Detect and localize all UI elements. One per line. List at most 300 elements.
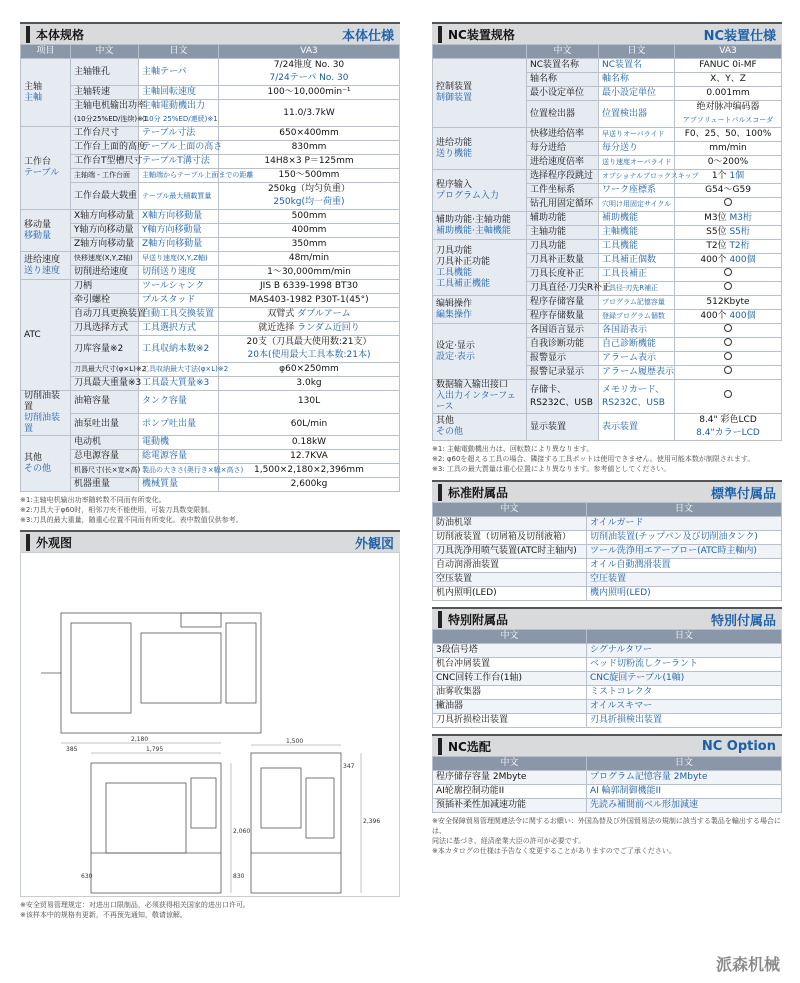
note-line: ※3: 工具の最大質量は重心位置により異なります。参考値としてください。 bbox=[432, 465, 671, 473]
item-cn: 刀具洗净用喷气装置(ATC时主轴内) bbox=[433, 545, 587, 559]
item-jp: ベッド切粉流しクーラント bbox=[587, 658, 782, 672]
jp-text: 電動機 bbox=[142, 437, 170, 447]
table-row bbox=[21, 436, 400, 450]
group-jp: 制御装置 bbox=[436, 93, 473, 103]
table-row bbox=[21, 336, 400, 363]
note-line: ※1: 主軸電動機出力は、回転数により異なります。 bbox=[432, 445, 594, 453]
group-cn: 设定·显示 bbox=[436, 340, 475, 351]
jp-text: 工具収納本数※2 bbox=[142, 343, 210, 354]
group-jp: 補助機能·主軸機能 bbox=[436, 225, 511, 236]
table-row bbox=[21, 238, 400, 252]
jp-text: 総電源容量 bbox=[142, 451, 188, 461]
cn-text: 轴名称 bbox=[530, 74, 558, 84]
opt-col-jp: 日文 bbox=[587, 757, 782, 771]
cell-cn bbox=[71, 336, 139, 363]
cell-jp bbox=[139, 183, 219, 210]
item-jp: AI 輪郭制御機能II bbox=[587, 785, 782, 799]
cell-jp bbox=[599, 212, 675, 226]
value-text: M3位 bbox=[704, 213, 727, 223]
table-row bbox=[21, 59, 400, 86]
jp-text: ワーク座標系 bbox=[602, 185, 657, 195]
list-item bbox=[433, 573, 782, 587]
jp-text: 自己診断機能 bbox=[602, 339, 657, 349]
cn-text: X轴方向移动量 bbox=[74, 211, 135, 221]
dim-base: 630 bbox=[81, 873, 93, 880]
cell-value bbox=[675, 324, 782, 338]
cell-jp bbox=[139, 436, 219, 450]
cell-value bbox=[675, 240, 782, 254]
item-jp: オイルガード bbox=[587, 517, 782, 531]
cell-jp bbox=[599, 59, 675, 73]
jp-text: 位置検出器 bbox=[602, 108, 648, 119]
value-text: 11.0/3.7kW bbox=[283, 107, 335, 118]
value-text: 100～10,000min⁻¹ bbox=[267, 87, 351, 97]
cell-jp bbox=[599, 338, 675, 352]
cn-text: 辅助功能 bbox=[530, 213, 567, 223]
item-cn: 机内照明(LED) bbox=[433, 587, 587, 601]
value-text2: M3桁 bbox=[729, 213, 752, 223]
jp-text: オプショナルブロックスキップ bbox=[602, 172, 699, 180]
special-acc-table bbox=[432, 629, 782, 728]
note-line: ※该样本中的规格有更新，不再预先通知，敬请谅解。 bbox=[20, 911, 187, 919]
cell-value bbox=[219, 266, 400, 280]
jp-text: テーブル最大積載質量 bbox=[142, 191, 212, 200]
item-cn: 程序储存容量 2Mbyte bbox=[433, 771, 587, 785]
cell-jp bbox=[139, 363, 229, 377]
note-line: ※安全保障貿易管理関連法令に関するお願い：外国為替及び外国貿易法の規制に該当する製品を輸出する場合には、 bbox=[432, 817, 781, 835]
cn-text: 最小设定单位 bbox=[530, 88, 585, 98]
cell-jp bbox=[139, 86, 219, 100]
jp-text: 主軸機能 bbox=[602, 227, 639, 237]
cell-cn bbox=[527, 101, 599, 128]
cell-jp bbox=[599, 352, 675, 366]
value-text: 0.18kW bbox=[291, 437, 327, 447]
spec-col-cn: 中文 bbox=[433, 630, 587, 644]
group-jp: その他 bbox=[436, 427, 464, 437]
value-text2: ダブルアーム bbox=[297, 309, 351, 319]
cell-value bbox=[219, 238, 400, 252]
cell-cn bbox=[71, 266, 139, 280]
item-cn: CNC回转工作台(1轴) bbox=[433, 672, 587, 686]
cell-value bbox=[219, 155, 400, 169]
machine-outline-drawing bbox=[21, 553, 399, 896]
cell-jp bbox=[139, 336, 219, 363]
cell-cn bbox=[71, 377, 142, 391]
note-line: ※2:刀具大于φ60时，相邻刀夹不能使用，可装刀具数变限制。 bbox=[20, 506, 215, 514]
cell-value bbox=[219, 336, 400, 363]
cn-text: 工作台尺寸 bbox=[74, 128, 120, 138]
item-jp: ミストコレクタ bbox=[587, 686, 782, 700]
cell-cn bbox=[71, 210, 139, 224]
value-text: X、Y、Z bbox=[710, 74, 746, 84]
cell-jp bbox=[599, 73, 675, 87]
cell-cn bbox=[71, 363, 147, 377]
cell-cn bbox=[71, 86, 139, 100]
jp-text: 主軸端からテーブル上面までの距離 bbox=[142, 171, 254, 179]
table-row bbox=[21, 141, 400, 155]
cell-cn bbox=[527, 198, 599, 212]
nc-option-header bbox=[432, 734, 782, 756]
cn-text: Y轴方向移动量 bbox=[74, 225, 134, 235]
cn-text: 机器重量 bbox=[74, 479, 111, 489]
dim-width: 2,180 bbox=[131, 736, 149, 743]
table-row bbox=[433, 240, 782, 254]
cell-value bbox=[675, 184, 782, 198]
jp-text: 機械質量 bbox=[142, 479, 179, 489]
table-row bbox=[21, 308, 400, 322]
group-label bbox=[21, 252, 71, 280]
cell-jp bbox=[139, 59, 219, 86]
cell-jp bbox=[599, 380, 675, 414]
cell-cn bbox=[527, 59, 599, 73]
cell-value bbox=[675, 87, 782, 101]
cell-cn bbox=[527, 226, 599, 240]
jp-text: 工具補正個数 bbox=[602, 255, 657, 265]
item-jp: オイル自動潤滑装置 bbox=[587, 559, 782, 573]
cn-text: 刀具选择方式 bbox=[74, 323, 129, 333]
cell-jp bbox=[599, 310, 675, 324]
group-label bbox=[433, 170, 527, 212]
cn-text: 总电源容量 bbox=[74, 451, 120, 461]
cell-cn bbox=[71, 478, 139, 492]
jp-text: 軸名称 bbox=[602, 74, 630, 84]
cell-cn bbox=[527, 366, 599, 380]
cell-cn bbox=[527, 338, 599, 352]
value-text2: 20本(使用最大工具本数:21本) bbox=[247, 350, 371, 360]
cell-jp bbox=[139, 210, 219, 224]
group-jp: 送り機能 bbox=[436, 148, 473, 159]
cell-jp bbox=[139, 391, 219, 414]
nc-spec-table bbox=[432, 44, 782, 441]
value-text2: 7/24テーパ No. 30 bbox=[269, 73, 349, 83]
value-text: T2位 bbox=[706, 241, 727, 251]
jp-text: プルスタッド bbox=[142, 295, 196, 305]
nc-spec-notes bbox=[432, 444, 782, 474]
circle-mark-icon bbox=[724, 282, 732, 290]
cn-text: Z轴方向移动量 bbox=[74, 239, 135, 249]
table-row bbox=[433, 212, 782, 226]
special-acc-title-jp: 特別付属品 bbox=[710, 613, 776, 629]
jp-text: ツールシャンク bbox=[142, 281, 205, 291]
list-item bbox=[433, 545, 782, 559]
cell-value bbox=[219, 100, 400, 127]
cell-jp bbox=[139, 169, 254, 183]
group-cn: 数据输入输出接口 bbox=[436, 380, 509, 390]
jp-text: 各国語表示 bbox=[602, 325, 648, 335]
list-item bbox=[433, 517, 782, 531]
table-row bbox=[21, 280, 400, 294]
cell-cn bbox=[527, 170, 599, 184]
group-cn: 其他 bbox=[436, 416, 455, 426]
table-row bbox=[21, 377, 400, 391]
dim-top: 347 bbox=[343, 763, 355, 770]
std-acc-table bbox=[432, 502, 782, 601]
group-label bbox=[21, 59, 71, 127]
cn-text: 主轴端 - 工作台面 bbox=[74, 171, 130, 179]
cell-value bbox=[675, 198, 782, 212]
cn-text: 报警显示 bbox=[530, 353, 567, 363]
value-text: φ60×250mm bbox=[279, 364, 339, 374]
list-item bbox=[433, 672, 782, 686]
nc-option-title-cn: NC选配 bbox=[438, 738, 491, 755]
group-cn: 进给速度 bbox=[24, 254, 61, 265]
group-cn2: 刀具补正功能 bbox=[436, 256, 491, 267]
value-text: 830mm bbox=[291, 142, 327, 152]
cn-text: 存储卡、 bbox=[530, 384, 567, 395]
cell-value bbox=[675, 268, 782, 282]
cell-cn bbox=[71, 450, 139, 464]
item-jp: 先読み補間前ベル形加減速 bbox=[587, 799, 782, 813]
value-text: mm/min bbox=[709, 143, 747, 153]
item-cn: AI轮廓控制功能II bbox=[433, 785, 587, 799]
cell-cn bbox=[527, 87, 599, 101]
value-text: 0～200% bbox=[707, 157, 749, 167]
group-cn: 切削油装置 bbox=[24, 391, 61, 412]
std-acc-header bbox=[432, 480, 782, 502]
right-column bbox=[432, 22, 782, 856]
jp-text: 早送りオーバライド bbox=[602, 130, 665, 138]
value-text: 12.7KVA bbox=[290, 451, 328, 461]
jp-text: プログラム記憶容量 bbox=[602, 298, 665, 306]
cell-jp bbox=[599, 226, 675, 240]
value-text2: 1個 bbox=[729, 171, 745, 181]
group-label bbox=[433, 128, 527, 170]
cn-text: 牵引螺栓 bbox=[74, 295, 111, 305]
cell-cn bbox=[527, 156, 599, 170]
dim-height: 2,396 bbox=[363, 818, 381, 825]
cn-text: 工件坐标系 bbox=[530, 185, 576, 195]
cell-value bbox=[675, 212, 782, 226]
value-text: MAS403-1982 P30T-1(45°) bbox=[249, 295, 369, 305]
cell-jp bbox=[139, 413, 219, 436]
value-text: 130L bbox=[297, 396, 321, 407]
item-jp: 機内照明(LED) bbox=[587, 587, 782, 601]
cell-cn bbox=[527, 128, 599, 142]
cell-value bbox=[675, 226, 782, 240]
cn-text: 位置检出器 bbox=[530, 108, 576, 119]
cn-text2: RS232C、USB bbox=[530, 397, 593, 408]
cell-value bbox=[675, 59, 782, 73]
group-label bbox=[21, 436, 71, 492]
list-item bbox=[433, 771, 782, 785]
jp-text: アラーム履歴表示 bbox=[602, 367, 675, 377]
jp-text: X軸方向移動量 bbox=[142, 211, 203, 221]
cell-cn bbox=[71, 294, 139, 308]
main-spec-title-cn: 本体规格 bbox=[26, 26, 84, 43]
value-text: JIS B 6339-1998 BT30 bbox=[260, 281, 358, 291]
table-row bbox=[433, 59, 782, 73]
cn-text: 自动刀具更换装置 bbox=[74, 309, 147, 319]
cell-cn bbox=[527, 352, 599, 366]
value-text2: S5桁 bbox=[729, 227, 750, 237]
group-jp: 移動量 bbox=[24, 230, 52, 241]
std-acc-title-cn: 标准附属品 bbox=[438, 484, 508, 501]
group-jp: その他 bbox=[24, 463, 52, 474]
table-row bbox=[21, 252, 400, 266]
table-row bbox=[21, 450, 400, 464]
cell-jp bbox=[599, 414, 675, 441]
list-item bbox=[433, 686, 782, 700]
circle-mark-icon bbox=[724, 366, 732, 374]
cn-text: 刀具最大尺寸(φ×L)※2 bbox=[74, 365, 147, 373]
value-text: 2,600kg bbox=[290, 479, 328, 489]
cell-jp bbox=[139, 464, 244, 478]
group-label bbox=[433, 324, 527, 380]
jp-text: 工具径·刃先R補正 bbox=[602, 284, 659, 292]
cell-cn bbox=[527, 310, 599, 324]
dim-height2: 2,060 bbox=[233, 828, 251, 835]
jp-text: Z軸方向移動量 bbox=[142, 239, 203, 249]
cell-value bbox=[219, 391, 400, 414]
value-text: 400mm bbox=[291, 225, 327, 235]
jp-text2: (10分 25%ED/連続)※1 bbox=[142, 115, 218, 123]
nc-spec-title-jp: NC装置仕様 bbox=[703, 28, 776, 44]
special-acc-header bbox=[432, 607, 782, 629]
value-text2: アブソリュートパルスコーダ bbox=[682, 116, 774, 124]
note-line: ※1:主轴电机输出功率随转数不同而有所变化。 bbox=[20, 496, 166, 504]
value-text: 512Kbyte bbox=[706, 297, 750, 307]
cell-value bbox=[219, 413, 400, 436]
cell-value bbox=[675, 128, 782, 142]
cell-jp bbox=[139, 377, 219, 391]
cell-value bbox=[675, 310, 782, 324]
cell-jp bbox=[599, 170, 699, 184]
main-spec-header bbox=[20, 22, 400, 44]
cell-jp bbox=[599, 240, 675, 254]
cell-value bbox=[219, 210, 400, 224]
cn-text: 切削进给速度 bbox=[74, 267, 129, 277]
group-jp: プログラム入力 bbox=[436, 190, 499, 201]
value-text: 就近选择 bbox=[258, 323, 295, 333]
cn-text: 工作台最大载重 bbox=[74, 190, 138, 201]
jp-text: 主軸回転速度 bbox=[142, 87, 197, 97]
cell-cn bbox=[71, 413, 139, 436]
cell-value bbox=[675, 414, 782, 441]
jp-text: ポンプ吐出量 bbox=[142, 418, 197, 429]
col-cn: 中文 bbox=[71, 45, 139, 59]
cell-jp bbox=[139, 280, 219, 294]
cell-cn bbox=[527, 380, 599, 414]
cell-cn bbox=[71, 436, 139, 450]
drawing-header bbox=[20, 530, 400, 552]
cell-value bbox=[675, 156, 782, 170]
main-spec-title-jp: 本体仕様 bbox=[341, 28, 394, 44]
cell-cn bbox=[527, 282, 612, 296]
note-line: 同法に基づき、経済産業大臣の許可が必要です。 bbox=[432, 837, 586, 845]
cell-jp bbox=[139, 224, 219, 238]
nc-option-notes bbox=[432, 816, 782, 856]
cell-value bbox=[219, 86, 400, 100]
nc-option-table bbox=[432, 756, 782, 813]
cn-text: 刀具功能 bbox=[530, 241, 567, 251]
group-label bbox=[433, 240, 527, 296]
jp-text: 表示装置 bbox=[602, 421, 639, 432]
table-row bbox=[21, 266, 400, 280]
value-text: 1,500×2,180×2,396mm bbox=[254, 465, 364, 475]
list-item bbox=[433, 559, 782, 573]
table-row bbox=[21, 100, 400, 127]
group-label bbox=[21, 280, 71, 391]
cell-cn bbox=[527, 268, 599, 282]
jp-text: テーブル寸法 bbox=[142, 128, 196, 138]
cell-jp bbox=[599, 282, 675, 296]
nc-col-model: VA3 bbox=[675, 45, 782, 59]
list-item bbox=[433, 700, 782, 714]
cn-text: 主轴功能 bbox=[530, 227, 567, 237]
group-cn: 进给功能 bbox=[436, 137, 473, 148]
group-jp: 工具機能 bbox=[436, 267, 473, 278]
table-row bbox=[21, 224, 400, 238]
value-text: F0、25、50、100% bbox=[684, 129, 772, 139]
group-label bbox=[21, 391, 71, 436]
group-cn: ATC bbox=[24, 329, 41, 340]
jp-text: 工具選択方式 bbox=[142, 323, 197, 333]
dim-body: 1,795 bbox=[146, 746, 164, 753]
cell-jp bbox=[139, 238, 219, 252]
jp-text: 自動工具交換装置 bbox=[142, 309, 215, 319]
jp-text: 切削送り速度 bbox=[142, 267, 197, 277]
cn-text: 工作台上面的高度 bbox=[74, 142, 147, 152]
cell-cn bbox=[527, 142, 599, 156]
value-text: G54～G59 bbox=[705, 185, 751, 195]
list-item bbox=[433, 644, 782, 658]
cell-cn bbox=[71, 464, 139, 478]
cn-text: 程序存储数量 bbox=[530, 311, 585, 321]
cell-value bbox=[219, 464, 400, 478]
value-text2: 250kg(均一荷重) bbox=[273, 197, 345, 207]
jp-text: 工具収納最大寸法(φ×L)※2 bbox=[142, 365, 229, 373]
item-jp: 空圧装置 bbox=[587, 573, 782, 587]
cell-value bbox=[675, 254, 782, 268]
cell-jp bbox=[599, 156, 675, 170]
table-row bbox=[21, 86, 400, 100]
jp-text: 工具機能 bbox=[602, 241, 639, 251]
cell-value bbox=[219, 141, 400, 155]
cell-cn bbox=[71, 59, 139, 86]
list-item bbox=[433, 658, 782, 672]
nc-option-title-jp: NC Option bbox=[701, 738, 776, 754]
cell-cn bbox=[71, 308, 147, 322]
cell-cn bbox=[71, 100, 148, 127]
circle-mark-icon bbox=[724, 352, 732, 360]
value-text: 双臂式 bbox=[267, 309, 295, 319]
drawing-title-jp: 外観図 bbox=[354, 536, 394, 552]
cell-cn bbox=[71, 238, 139, 252]
main-spec-table bbox=[20, 44, 400, 492]
cell-jp bbox=[599, 87, 675, 101]
item-jp: シグナルタワー bbox=[587, 644, 782, 658]
value-text2: T2桁 bbox=[729, 241, 750, 251]
value-text: 8.4" 彩色LCD bbox=[699, 415, 757, 425]
cell-value bbox=[219, 127, 400, 141]
value-text: 1个 bbox=[711, 171, 727, 181]
jp-text: 主軸テーパ bbox=[142, 66, 187, 77]
table-row bbox=[21, 155, 400, 169]
cell-value bbox=[219, 224, 400, 238]
watermark: 派森机械 bbox=[715, 955, 780, 974]
item-cn: 撇油器 bbox=[433, 700, 587, 714]
nc-spec-header bbox=[432, 22, 782, 44]
value-text: 1～30,000mm/min bbox=[267, 267, 351, 277]
main-spec-notes bbox=[20, 495, 400, 525]
cell-cn bbox=[527, 296, 599, 310]
cn-text: 电动机 bbox=[74, 437, 102, 447]
special-acc-title-cn: 特别附属品 bbox=[438, 611, 508, 628]
cell-jp bbox=[139, 322, 219, 336]
jp-text: NC装置名 bbox=[602, 60, 643, 70]
group-jp: 入出力インターフェース bbox=[436, 391, 516, 412]
jp-text: テーブル上面の高さ bbox=[142, 142, 223, 152]
